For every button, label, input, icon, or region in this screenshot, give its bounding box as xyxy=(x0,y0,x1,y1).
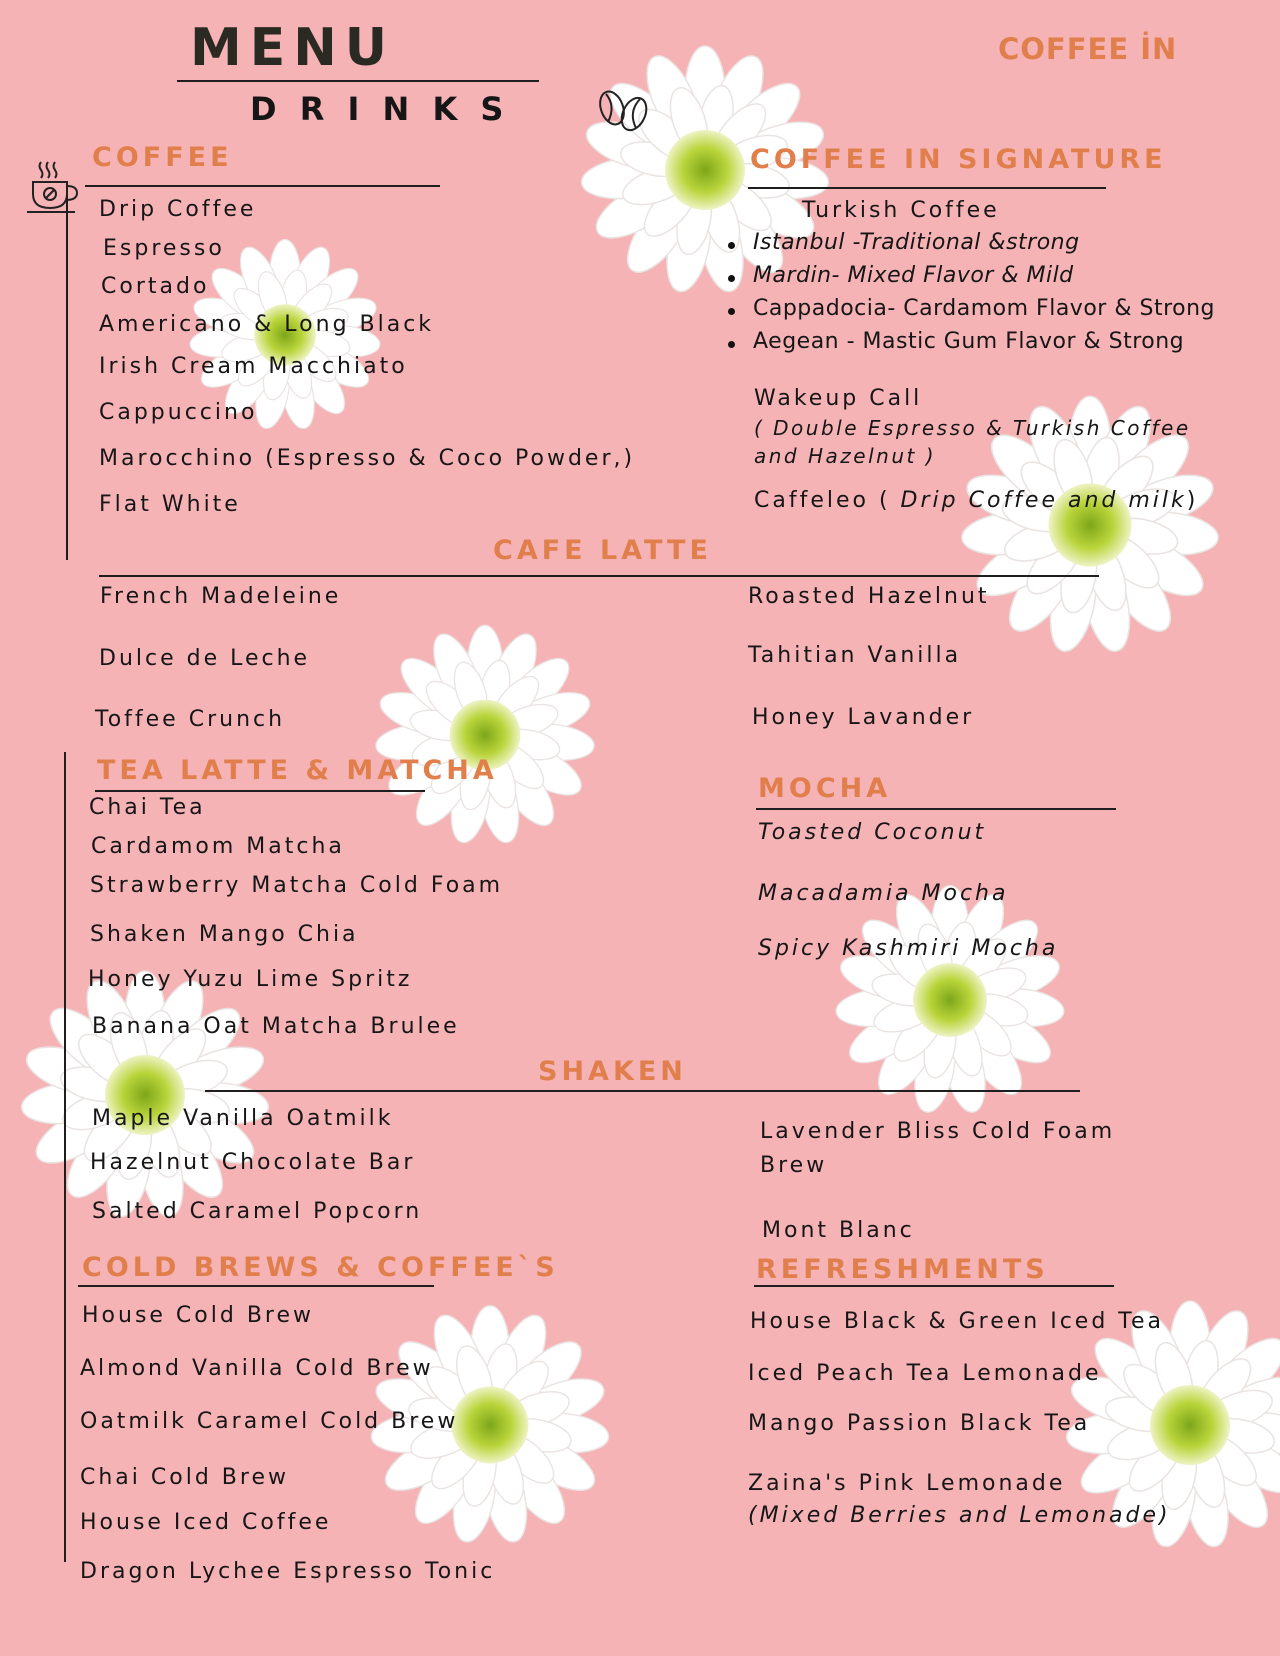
menu-subtitle: D R I N K S xyxy=(250,90,510,128)
menu-item: Dulce de Leche xyxy=(99,646,311,671)
flower-decoration xyxy=(830,880,1070,1120)
menu-item: Strawberry Matcha Cold Foam xyxy=(90,873,504,898)
menu-item: House Cold Brew xyxy=(82,1303,315,1328)
menu-item: Toffee Crunch xyxy=(95,707,286,732)
tea-latte-rule xyxy=(95,790,425,792)
menu-item: Roasted Hazelnut xyxy=(748,584,990,609)
menu-item: Maple Vanilla Oatmilk xyxy=(92,1106,394,1131)
menu-item-suffix: ) xyxy=(1186,488,1199,513)
menu-item: Honey Yuzu Lime Spritz xyxy=(88,967,413,992)
menu-item: Turkish Coffee xyxy=(802,198,1000,223)
menu-item-description: (Mixed Berries and Lemonade) xyxy=(748,1503,1171,1528)
coffee-heading: COFFEE xyxy=(92,142,233,173)
menu-item-description: and Hazelnut ) xyxy=(754,444,936,468)
menu-item: Zaina's Pink Lemonade xyxy=(748,1471,1066,1496)
shaken-heading: SHAKEN xyxy=(538,1056,687,1087)
refreshments-rule xyxy=(754,1285,1114,1287)
bullet-item: Aegean - Mastic Gum Flavor & Strong xyxy=(753,329,1185,354)
menu-item: Wakeup Call xyxy=(754,386,923,411)
refreshments-heading: REFRESHMENTS xyxy=(756,1254,1049,1285)
menu-item: Banana Oat Matcha Brulee xyxy=(92,1014,460,1039)
cold-brews-heading: COLD BREWS & COFFEE`S xyxy=(82,1252,559,1283)
menu-item: Macadamia Mocha xyxy=(758,881,1009,906)
menu-item: Iced Peach Tea Lemonade xyxy=(748,1361,1102,1386)
mocha-heading: MOCHA xyxy=(758,773,892,804)
bullet-item: Cappadocia- Cardamom Flavor & Strong xyxy=(753,296,1215,321)
menu-item: Americano & Long Black xyxy=(99,312,435,337)
menu-item: Almond Vanilla Cold Brew xyxy=(80,1356,434,1381)
menu-item: Salted Caramel Popcorn xyxy=(92,1199,423,1224)
tea-latte-heading: TEA LATTE & MATCHA xyxy=(97,755,498,786)
menu-item: Irish Cream Macchiato xyxy=(99,354,408,379)
menu-item: Chai Cold Brew xyxy=(80,1465,289,1490)
menu-item: Drip Coffee xyxy=(99,197,257,222)
menu-item: Lavender Bliss Cold Foam xyxy=(760,1119,1116,1144)
menu-item: Cappuccino xyxy=(99,400,258,425)
menu-item: Tahitian Vanilla xyxy=(748,643,962,668)
menu-item: Mango Passion Black Tea xyxy=(748,1411,1091,1436)
cafe-latte-heading: CAFE LATTE xyxy=(493,535,712,566)
menu-item: Brew xyxy=(760,1153,828,1178)
signature-rule xyxy=(748,187,1106,189)
menu-item: French Madeleine xyxy=(100,584,342,609)
menu-item: House Iced Coffee xyxy=(80,1510,332,1535)
title-rule xyxy=(177,80,539,82)
menu-item-name: Caffeleo ( xyxy=(754,488,901,513)
menu-item: Cortado xyxy=(101,274,210,299)
menu-item: Chai Tea xyxy=(89,795,206,820)
bullet-item: Mardin- Mixed Flavor & Mild xyxy=(753,263,1074,288)
coffee-cup-icon xyxy=(25,158,80,218)
menu-item: House Black & Green Iced Tea xyxy=(750,1309,1165,1334)
menu-item: Honey Lavander xyxy=(752,705,975,730)
coffee-rule xyxy=(85,185,440,187)
menu-item-description: Drip Coffee and milk xyxy=(900,488,1187,513)
menu-item-description: ( Double Espresso & Turkish Coffee xyxy=(754,416,1191,440)
bullet-item: Istanbul -Traditional &strong xyxy=(753,230,1080,255)
brand-name: COFFEE İN xyxy=(998,32,1178,66)
menu-item xyxy=(754,488,1198,513)
section-divider-vertical xyxy=(64,752,66,1562)
menu-item: Spicy Kashmiri Mocha xyxy=(758,936,1059,961)
signature-heading: COFFEE IN SIGNATURE xyxy=(750,144,1167,175)
coffee-beans-icon xyxy=(592,88,654,136)
menu-item: Dragon Lychee Espresso Tonic xyxy=(80,1559,496,1584)
shaken-rule xyxy=(205,1090,1080,1092)
mocha-rule xyxy=(756,808,1116,810)
section-divider-vertical xyxy=(66,195,68,560)
menu-item: Marocchino (Espresso & Coco Powder,) xyxy=(99,446,636,471)
menu-item: Flat White xyxy=(99,492,241,517)
menu-item: Shaken Mango Chia xyxy=(90,922,359,947)
flower-decoration xyxy=(15,965,275,1225)
menu-item: Espresso xyxy=(103,236,225,261)
menu-item: Toasted Coconut xyxy=(758,820,987,845)
flower-decoration xyxy=(370,620,600,850)
menu-item: Mont Blanc xyxy=(762,1218,915,1243)
menu-item: Cardamom Matcha xyxy=(91,834,345,859)
menu-item: Oatmilk Caramel Cold Brew xyxy=(80,1409,459,1434)
cafe-latte-rule xyxy=(99,575,1099,577)
cold-brews-rule xyxy=(78,1285,434,1287)
menu-title: MENU xyxy=(190,18,396,78)
menu-item: Hazelnut Chocolate Bar xyxy=(90,1150,416,1175)
